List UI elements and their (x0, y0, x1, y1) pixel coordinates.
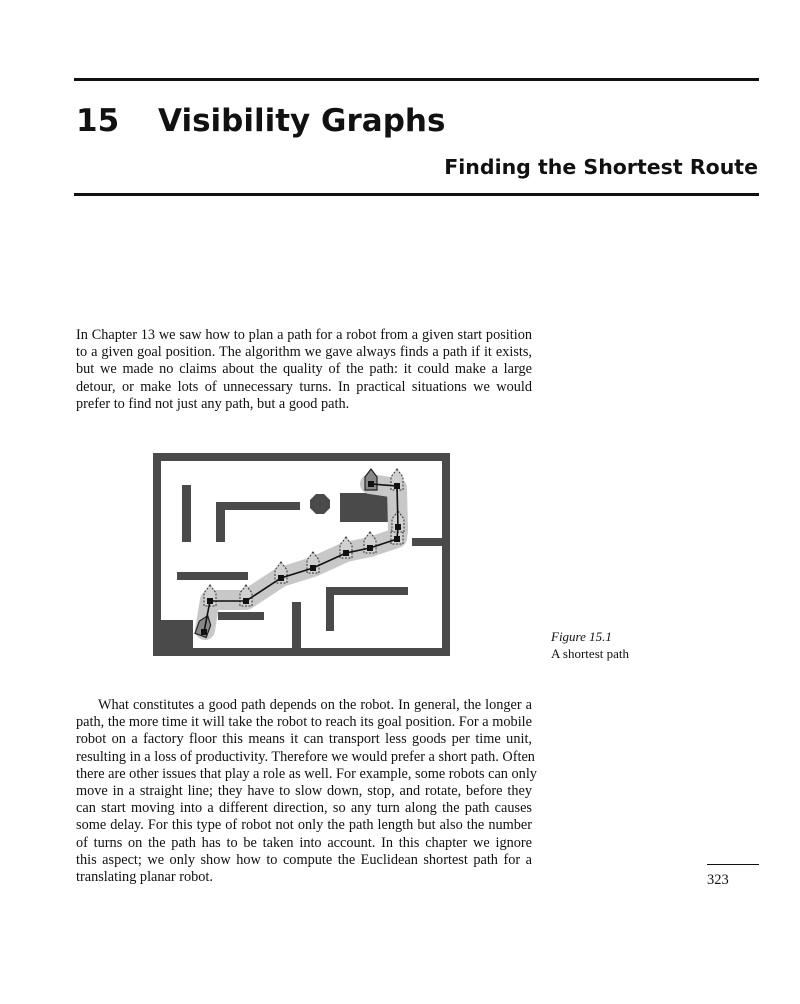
obstacle (216, 502, 225, 542)
obstacle (326, 587, 408, 595)
text-line: move in a straight line; they have to slow down, stop, and rotate, before they (76, 783, 532, 800)
text-line: this aspect; we only show how to compute the Euclidean shortest path for a (76, 851, 532, 868)
text-line: In Chapter 13 we saw how to plan a path for a robot from a given start position (76, 327, 532, 343)
obstacle (292, 602, 301, 648)
shortest-path-figure (150, 450, 454, 660)
text-line: there are other issues that play a role as well. For example, some robots can only (76, 765, 537, 782)
text-line: translating planar robot. (76, 869, 213, 886)
page-number: 323 (707, 872, 729, 888)
obstacle (218, 612, 264, 620)
chapter-number: 15 (76, 103, 120, 139)
obstacle (326, 587, 334, 631)
text-line: some delay. For this type of robot not only the path length but also the number (76, 817, 532, 834)
obstacle (216, 502, 300, 510)
text-line: to a given goal position. The algorithm we gave always finds a path if it exists, (76, 344, 532, 361)
obstacle (182, 485, 191, 542)
corner-obstacle (161, 620, 193, 648)
text-line: resulting in a loss of productivity. Therefore we would prefer a short path. Often (76, 748, 535, 765)
text-line: detour, or make lots of unnecessary turns. In practical situations we would (76, 378, 532, 395)
text-line: What constitutes a good path depends on the robot. In general, the longer a (98, 697, 532, 713)
obstacle (340, 493, 390, 522)
chapter-heading (76, 103, 445, 139)
chapter-subtitle: Finding the Shortest Route (444, 155, 758, 179)
figure-label: Figure 15.1 (551, 629, 612, 644)
top-rule (74, 78, 759, 81)
text-line: prefer to find not just any path, but a good path. (76, 395, 350, 412)
text-line: path, the more time it will take the robot to reach its goal position. For a mobile (76, 714, 532, 731)
chapter-title: Visibility Graphs (158, 103, 446, 139)
text-line: of turns on the path has to be taken into account. In this chapter we ignore (76, 834, 532, 851)
text-line: but we made no claims about the quality of the path: it could make a large (76, 361, 532, 378)
octagon-obstacle (310, 494, 330, 514)
text-line: robot on a factory floor this means it can transport less goods per time unit, (76, 731, 532, 748)
page-number-rule (707, 864, 759, 865)
obstacle (177, 572, 248, 580)
figure-caption: A shortest path (551, 646, 629, 661)
bottom-rule (74, 193, 759, 196)
obstacle (412, 538, 442, 546)
body-paragraph (76, 697, 537, 886)
intro-paragraph (76, 327, 532, 413)
text-line: can start moving into a different direction, so any turn along the path causes (76, 800, 532, 817)
